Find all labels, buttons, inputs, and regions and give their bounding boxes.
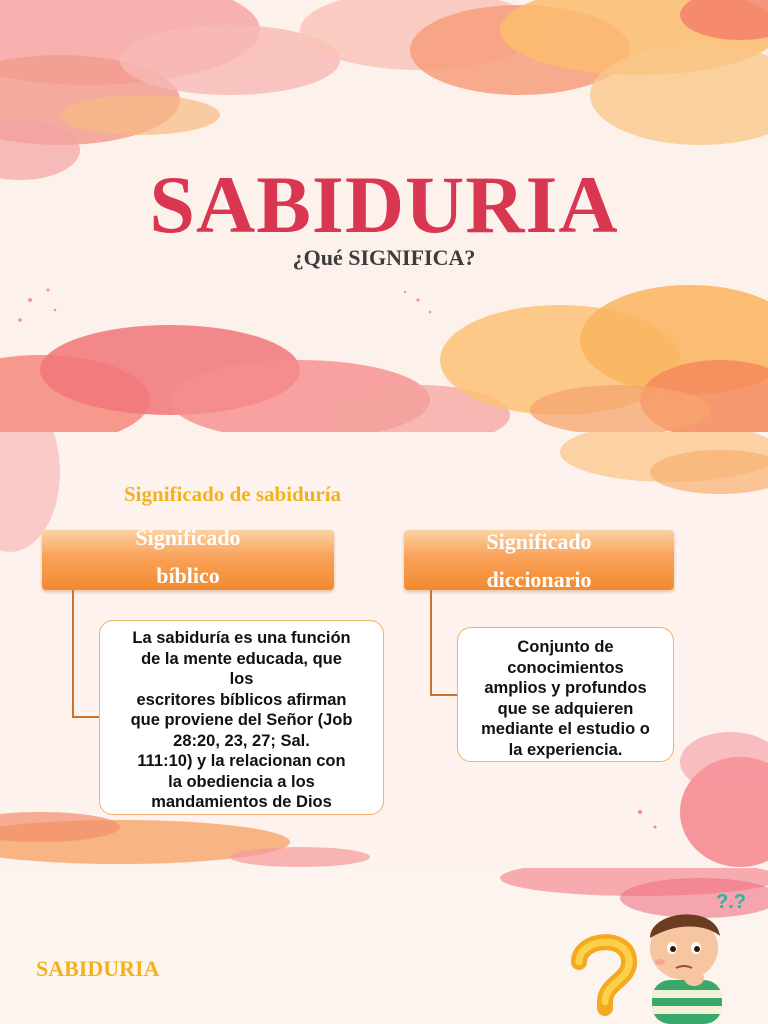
biblical-meaning-header — [42, 530, 334, 590]
biblical-header-line1: Significado — [135, 530, 241, 550]
section-heading: Significado de sabiduría — [124, 482, 342, 506]
slide-subtitle: ¿Qué SIGNIFICA? — [292, 245, 476, 270]
dictionary-meaning-box — [457, 627, 674, 762]
text-line: La sabiduría es una función — [132, 629, 351, 647]
text-line: que se adquieren — [497, 699, 634, 718]
biblical-meaning-box — [99, 620, 384, 815]
text-line: los — [229, 670, 254, 688]
closing-title: SABIDURIA — [36, 956, 160, 981]
thinking-boy-illustration — [636, 882, 754, 1024]
biblical-connector — [72, 590, 102, 718]
biblical-header-line2: bíblico — [156, 563, 220, 588]
text-line: Conjunto de — [517, 638, 614, 656]
text-line: mediante el estudio o — [481, 720, 650, 738]
closing-slide — [0, 868, 768, 1024]
text-line: que proviene del Señor (Job — [130, 711, 353, 729]
title-slide — [0, 0, 768, 432]
text-line: 28:20, 23, 27; Sal. — [173, 731, 310, 750]
text-line: de la mente educada, que — [141, 649, 342, 668]
text-line: la obediencia a los — [168, 772, 315, 791]
slide-title: SABIDURIA — [149, 159, 619, 250]
bubble-question-marks: ?.? — [716, 891, 746, 913]
text-line: mandamientos de Dios — [151, 793, 332, 811]
text-line: la experiencia. — [508, 740, 623, 759]
text-line: amplios y profundos — [484, 679, 647, 697]
question-mark-icon — [565, 930, 645, 1024]
text-line: escritores bíblicos afirman — [136, 690, 347, 709]
dictionary-meaning-header — [404, 530, 674, 590]
meaning-slide — [0, 432, 768, 868]
text-line: 111:10) y la relacionan con — [137, 752, 346, 770]
dictionary-header-line1: Significado — [486, 530, 592, 554]
dictionary-connector — [430, 590, 459, 696]
dictionary-header-line2: diccionario — [486, 567, 592, 590]
text-line: conocimientos — [507, 658, 624, 677]
